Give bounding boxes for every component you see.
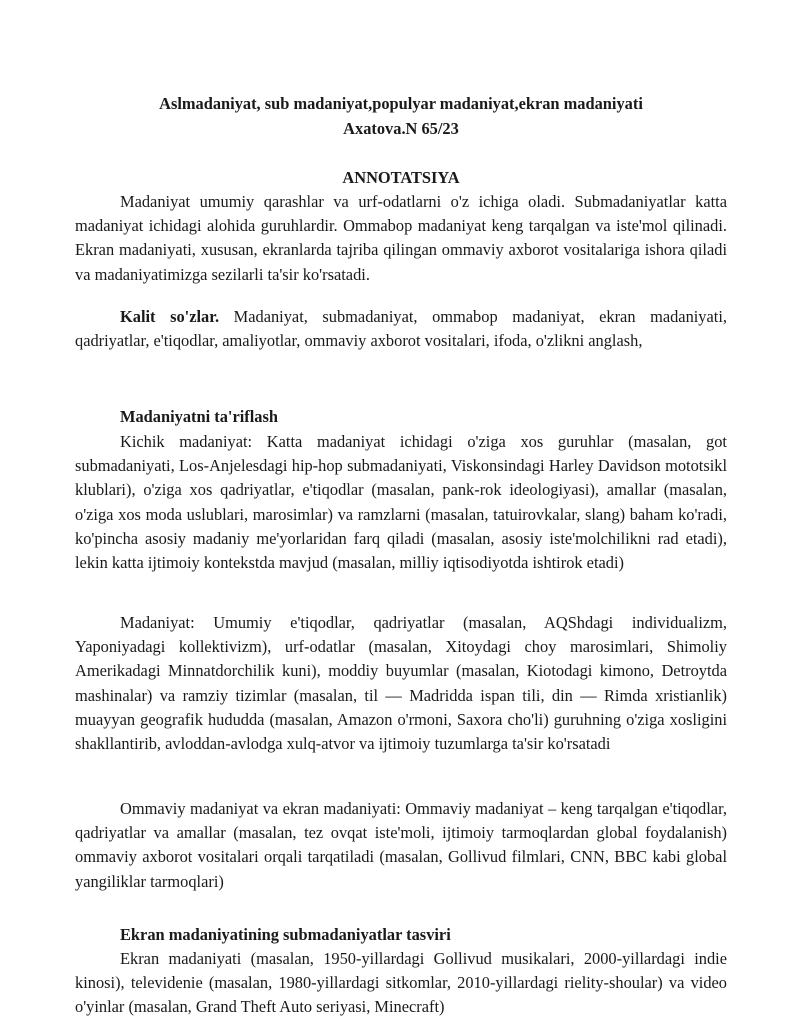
abstract-paragraph: Madaniyat umumiy qarashlar va urf-odatlarni o'z ichiga oladi. Submadaniyatlar katta madaniyat ichidagi alohida guruhlardir. Ommabop madaniyat keng tarqalgan va iste'mol qilinadi. Ekran madaniyati, xususan, ekranlarda tajriba qilingan ommaviy axborot vositalariga ishora qiladi va madaniyatimizga sezilarli ta'sir ko'rsatadi. [75, 192, 727, 284]
document-title: Aslmadaniyat, sub madaniyat,populyar madaniyat,ekran madaniyati [159, 94, 643, 113]
paragraph-subculture: Kichik madaniyat: Katta madaniyat ichidagi o'ziga xos guruhlar (masalan, got submadaniyati, Los-Anjelesdagi hip-hop submadaniyati, Viskonsindagi Harley Davidson mototsikl klublari), o'ziga xos qadriyatlar, e'tiqodlar (masalan, pank-rok ideologiyasi), amallar (masalan, o'ziga xos moda uslublari, marosimlar) va ramzlarni (masalan, tatuirovkalar, slang) baham ko'radi, ko'pincha asosiy madaniy me'yorlaridan farq qiladi (masalan, asosiy iste'molchilikni rad etadi), lekin katta ijtimoiy kontekstda mavjud (masalan, milliy iqtisodiyotda ishtirok etadi) [75, 432, 727, 573]
abstract-heading: ANNOTATSIYA [342, 168, 460, 187]
keywords-label: Kalit so'zlar. [120, 307, 220, 326]
section-heading-screen-culture: Ekran madaniyatining submadaniyatlar tasviri [120, 925, 451, 944]
paragraph-screen-culture: Ekran madaniyati (masalan, 1950-yillardagi Gollivud musikalari, 2000-yillardagi indie kinosi), televidenie (masalan, 1980-yillardagi sitkomlar, 2010-yillardagi rielity-shoular) va video o'yinlar (masalan, Grand Theft Auto seriyasi, Minecraft) [75, 949, 727, 1017]
keywords-text: Madaniyat, submadaniyat, ommabop madaniyat, ekran madaniyati, qadriyatlar, e'tiqodlar, amaliyotlar, ommaviy axborot vositalari, ifoda, o'zlikni anglash, [75, 307, 727, 351]
keywords-paragraph [75, 305, 727, 353]
paragraph-popular-culture: Ommaviy madaniyat va ekran madaniyati: Ommaviy madaniyat – keng tarqalgan e'tiqodlar, qadriyatlar va amallar (masalan, tez ovqat iste'moli, ijtimoiy tarmoqlardan global foydalanish) ommaviy axborot vositalari orqali tarqatiladi (masalan, Gollivud filmlari, CNN, BBC kabi global yangiliklar tarmoqlari) [75, 799, 727, 891]
author-line: Axatova.N 65/23 [343, 119, 459, 138]
paragraph-culture: Madaniyat: Umumiy e'tiqodlar, qadriyatlar (masalan, AQShdagi individualizm, Yaponiyadagi kollektivizm), urf-odatlar (masalan, Xitoydagi choy marosimlari, Shimoliy Amerikadagi Minnatdorchilik kuni), moddiy buyumlar (masalan, Kiotodagi kimono, Detroytda mashinalar) va ramziy tizimlar (masalan, til — Madridda ispan tili, din — Rimda xristianlik) muayyan geografik hududda (masalan, Amazon o'rmoni, Saxora cho'li) guruhning o'ziga xosligini shakllantirib, avloddan-avlodga xulq-atvor va ijtimoiy tuzumlarga ta'sir ko'rsatadi [75, 613, 727, 754]
section-heading-definition: Madaniyatni ta'riflash [120, 407, 278, 426]
